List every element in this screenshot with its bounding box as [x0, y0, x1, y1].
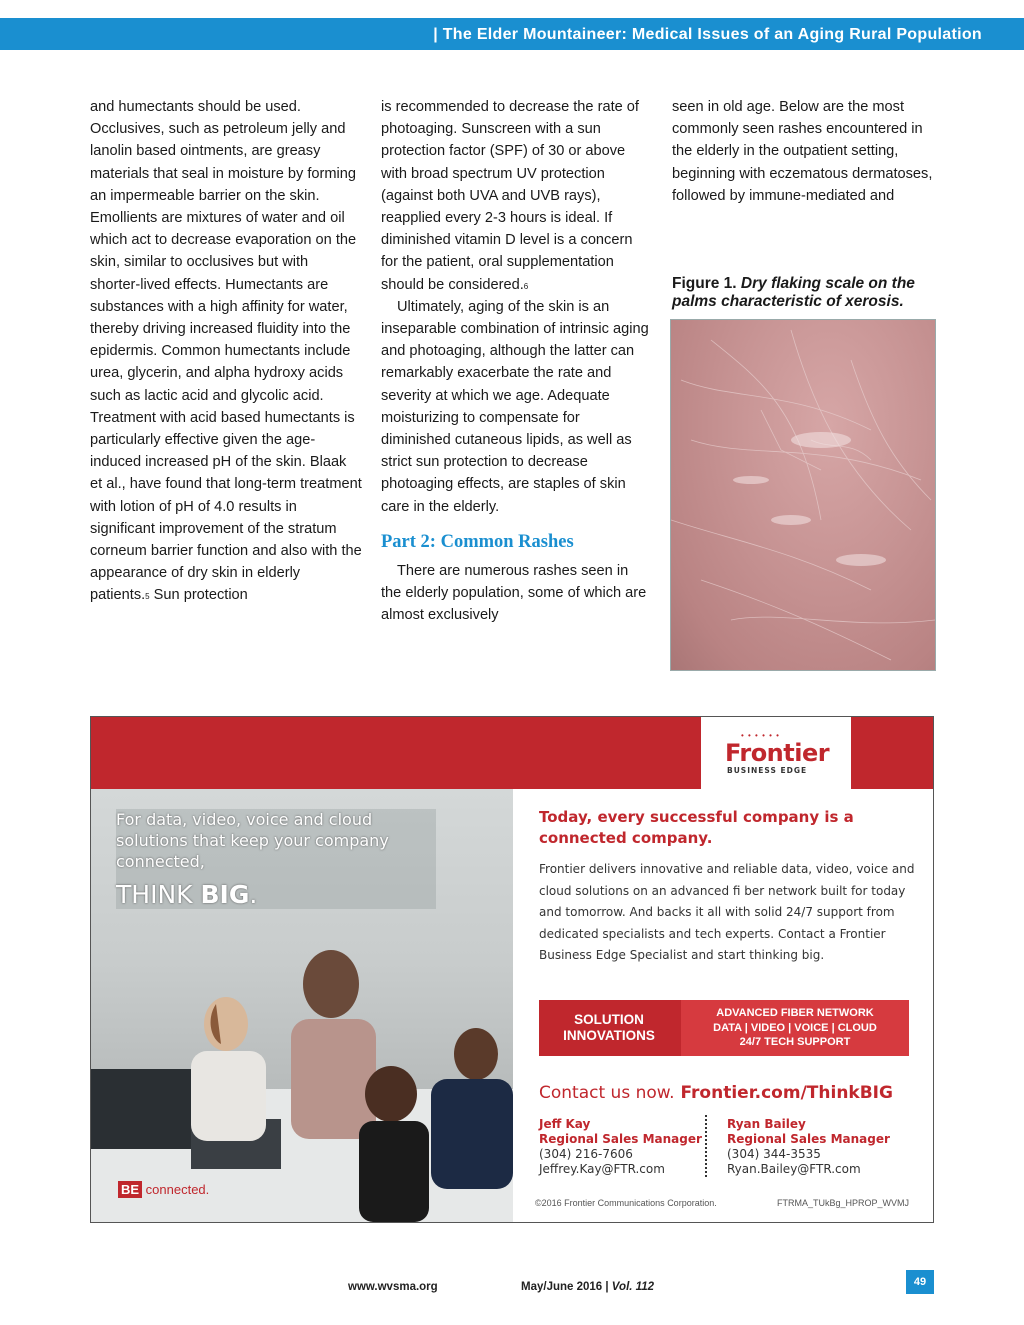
contact-phone[interactable]: (304) 344-3535 [727, 1147, 821, 1161]
running-header [0, 18, 1024, 50]
contact-divider [705, 1115, 707, 1177]
paragraph-text-tail: Sun protection [149, 587, 248, 604]
think-text: THINK [116, 880, 201, 909]
contact-role: Regional Sales Manager [539, 1132, 702, 1146]
contact-label: Contact us now. [539, 1083, 675, 1103]
logo-subtitle: BUSINESS EDGE [727, 766, 808, 775]
ad-photo-overlay [116, 809, 436, 909]
ad-copy [539, 807, 919, 967]
paragraph: Ultimately, aging of the skin is an inseparable combination of intrinsic aging and photoaging, although the latter can remarkably exacerbate the rate and severity at which we age. Adequate moisturizing to compensate for diminished cutaneous lipids, as well as strict sun protection to decrease photoaging effects, are staples of skin care in the elderly. [381, 298, 649, 515]
be-label: BE [118, 1181, 142, 1198]
paragraph: There are numerous rashes seen in the elderly population, some of which are almost exclusively [381, 562, 647, 624]
footer-issue [521, 1281, 654, 1293]
solution-label: SOLUTION [574, 1012, 644, 1027]
footer-issue-date: May/June 2016 | [521, 1281, 612, 1293]
frontier-url-link[interactable]: Frontier.com/ThinkBIG [680, 1083, 893, 1103]
citation-5[interactable]: 5 [145, 592, 150, 602]
contact-email[interactable]: Jeffrey.Kay@FTR.com [539, 1162, 665, 1176]
feature-line: 24/7 TECH SUPPORT [739, 1036, 851, 1048]
innovations-label: INNOVATIONS [563, 1028, 655, 1043]
contact-name: Jeff Kay [539, 1117, 591, 1131]
figure-caption [672, 275, 942, 311]
citation-6[interactable]: 6 [523, 281, 529, 291]
ad-copyright: ©2016 Frontier Communications Corporation. [535, 1198, 717, 1208]
contact-jeff-kay [539, 1117, 702, 1177]
contact-phone[interactable]: (304) 216-7606 [539, 1147, 633, 1161]
figure-label: Figure 1. [672, 275, 737, 292]
contact-line [539, 1083, 893, 1103]
ad-business-meeting-photo [91, 789, 513, 1222]
feature-line: DATA | VIDEO | VOICE | CLOUD [713, 1021, 877, 1034]
contact-role: Regional Sales Manager [727, 1132, 890, 1146]
article-column-2 [381, 96, 651, 626]
footer-website[interactable]: www.wvsma.org [348, 1281, 438, 1293]
figure-caption-text: Dry flaking scale on the palms characteristic of xerosis. [672, 275, 915, 310]
logo-wordmark: Frontier [725, 739, 830, 767]
footer-volume: Vol. 112 [611, 1281, 654, 1293]
be-connected-logo [118, 1182, 209, 1197]
big-text: BIG [200, 880, 250, 909]
running-header-title: | The Elder Mountaineer: Medical Issues of an Aging Rural Population [433, 26, 982, 43]
ad-body: Frontier delivers innovative and reliable data, video, voice and cloud solutions on an advanced fi ber network built for today and tomorrow. And backs it all with solid 24/7 support from dedicated specialists and tech experts. Contact a Frontier Business Edge Specialist and start thinking big. [539, 862, 915, 962]
contact-name: Ryan Bailey [727, 1117, 806, 1131]
ad-code: FTRMA_TUkBg_HPROP_WVMJ [777, 1198, 910, 1208]
solution-innovations [539, 1000, 679, 1056]
features-list [681, 1000, 909, 1056]
paragraph: seen in old age. Below are the most commonly seen rashes encountered in the elderly in the outpatient setting, beginning with eczematous dermatoses, followed by immune-mediated and [672, 99, 933, 204]
article-column-1 [90, 96, 362, 607]
think-dot: . [249, 880, 258, 909]
ad-tagline: For data, video, voice and cloud solutions that keep your company connected, [116, 810, 389, 871]
logo-dots-icon: • • • • • • [741, 731, 780, 740]
contact-email[interactable]: Ryan.Bailey@FTR.com [727, 1162, 861, 1176]
section-heading: Part 2: Common Rashes [381, 531, 574, 552]
frontier-advertisement[interactable] [90, 716, 934, 1223]
contact-ryan-bailey [727, 1117, 890, 1177]
connected-label: connected. [142, 1182, 210, 1197]
paragraph-text: is recommended to decrease the rate of photoaging. Sunscreen with a sun protection factor (SPF) of 30 or above with broad spectrum UV protection (against both UVA and UVB rays), reapplied every 2-3 hours is ideal. If diminished vitamin D level is a concern for the patient, oral supplementation should be considered. [381, 99, 639, 293]
paragraph [90, 96, 362, 607]
figure-xerosis-palm-photo [670, 319, 936, 671]
ad-think-big [116, 880, 436, 909]
feature-line: ADVANCED FIBER NETWORK [716, 1007, 874, 1019]
palm-skin-texture [671, 320, 935, 670]
ad-headline: Today, every successful company is a connected company. [539, 808, 854, 847]
paragraph [381, 96, 651, 296]
page-number: 49 [906, 1270, 934, 1294]
article-column-3 [672, 96, 942, 207]
frontier-logo[interactable] [701, 717, 851, 789]
solution-banner [539, 1000, 909, 1056]
paragraph-text: and humectants should be used. Occlusives, such as petroleum jelly and lanolin based ointments, are greasy materials that seal in moisture by forming an impermeable barrier on the skin. Emollients are mixtures of water and oil which act to decrease evaporation on the skin, similar to occlusives but with shorter-lived effects. Humectants are substances with a high affinity for water, thereby driving increased fluidity into the epidermis. Common humectants include urea, glycerin, and alpha hydroxy acids such as lactic acid and glycolic acid. Treatment with acid based humectants is particularly effective given the age-induced increased pH of the skin. Blaak et al., have found that long-term treatment with lotion of pH of 4.0 results in significant improvement of the stratum corneum barrier function and also with the appearance of dry skin in elderly patients. [90, 99, 362, 604]
